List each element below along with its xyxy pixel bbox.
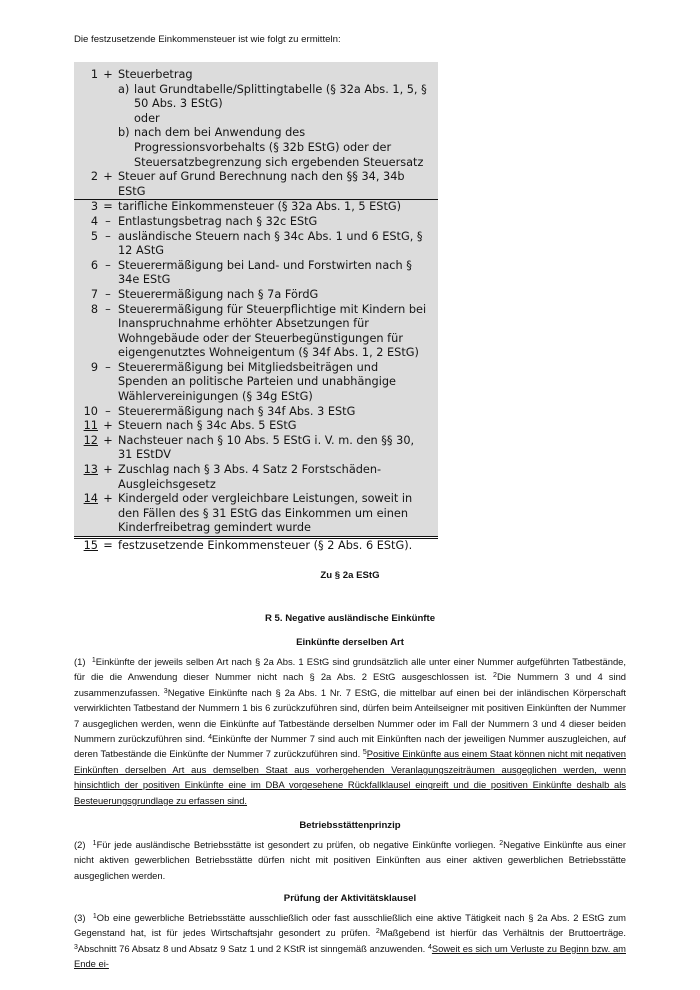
row-operator: – — [105, 229, 111, 243]
sub-item — [118, 112, 430, 127]
row-number: 3 — [90, 200, 98, 214]
row-operator: + — [103, 170, 113, 184]
table-row — [74, 361, 438, 405]
paragraph-marker: (1) — [74, 656, 86, 667]
row-number: 11 — [83, 419, 98, 433]
sentence: Negative Einkünfte nach § 2a Abs. 1 Nr. 7 EStG, die mittelbar auf einen bei der inländischen Körperschaft verwirklichten Tatbestand der Nummern 1 bis 6 zurückzuführen sind, dürfen beim Anteilseigner mit positiven Einkünften der Nummer 7 ausgeglichen werden, wenn die Einkünfte auf Tatbestände derselben Nummer oder im Fall der Nummern 3 und 4 dieser beiden Nummern zurückzuführen sind. — [74, 686, 626, 745]
row-text: Steuerermäßigung für Steuerpflichtige mit Kindern bei Inanspruchnahme erhöhter Absetzungen für Wohngebäude oder der Steuerbegünstigungen für eigengenutztes Wohneigentum (§ 34f Abs. 1, 2 EStG) — [118, 302, 427, 360]
sentence: Maßgebend ist hierfür das Verhältnis der Bruttoerträge. — [379, 927, 626, 939]
row-text: Steuern nach § 34c Abs. 5 EStG — [118, 419, 297, 433]
heading-same-type: Einkünfte derselben Art — [296, 637, 404, 648]
sentence: Einkünfte der Nummer 7 sind auch mit Einkünften nach der jeweiligen Nummer auszugleichen, auf deren Tatbestände die Einkünfte der Nummer 7 zurückzuführen sind. — [74, 733, 627, 760]
row-operator: + — [103, 419, 113, 433]
rule-title: R 5. Negative ausländische Einkünfte — [264, 613, 436, 624]
row-text: tarifliche Einkommensteuer (§ 32a Abs. 1, 5 EStG) — [118, 200, 402, 214]
table-row — [74, 200, 438, 215]
table-row — [74, 230, 438, 259]
row-operator: + — [103, 68, 113, 81]
row-operator: – — [105, 214, 111, 228]
paragraph-3 — [74, 910, 626, 972]
sentence-underlined: Positive Einkünfte aus einem Staat können nicht mit negativen Einkünften derselben Art aus demselben Staat aus vorhergehenden Veranlagungszeiträumen ausgeglichen werden, wenn hinsichtlich der positiven Einkünfte eine im DBA vorgesehene Rückfallklausel eingreift und die positiven Einkünfte deshalb als Besteuerungsgrundlage zu erfassen sind. — [74, 748, 626, 806]
row-text: Zuschlag nach § 3 Abs. 4 Satz 2 Forstschäden-Ausgleichsgesetz — [118, 463, 382, 491]
paragraph-2 — [74, 837, 626, 883]
paragraph-marker: (2) — [74, 839, 86, 850]
paragraph-marker: (3) — [74, 912, 86, 923]
section-title: Zu § 2a EStG — [320, 570, 380, 581]
row-text: Steuerermäßigung bei Mitgliedsbeiträgen und Spenden an politische Parteien und unabhängige Wählervereinigungen (§ 34g EStG) — [118, 360, 396, 404]
sentence-number: 4 — [428, 943, 432, 951]
row-text: Steuerermäßigung nach § 34f Abs. 3 EStG — [118, 404, 356, 418]
row-text: Entlastungsbetrag nach § 32c EStG — [118, 214, 318, 228]
table-row — [74, 170, 438, 200]
sentence-number: 3 — [163, 687, 168, 695]
sentence-number: 1 — [92, 913, 97, 920]
row-text: Nachsteuer nach § 10 Abs. 5 EStG i. V. m. den §§ 30, 31 EStDV — [118, 433, 415, 462]
row-number: 7 — [90, 287, 98, 301]
sentence-underlined: Soweit es sich um Verluste zu Beginn bzw. am Ende ei- — [74, 942, 626, 970]
row-operator: = — [103, 200, 113, 214]
table-row — [74, 288, 438, 303]
sentence-number: 2 — [493, 672, 497, 680]
table-row — [74, 463, 438, 492]
sentence: Negative Einkünfte aus einer nicht aktiven gewerblichen Betriebsstätte dürfen nicht mit positiven Einkünften aus einer aktiven gewerblichen Betriebsstätte ausgeglichen werden. — [74, 839, 626, 881]
row-operator: – — [105, 360, 111, 374]
row-number: 15 — [83, 539, 98, 552]
row-text: ausländische Steuern nach § 34c Abs. 1 und 6 EStG, § 12 AStG — [118, 229, 423, 258]
sentence: Abschnitt 76 Absatz 8 und Absatz 9 Satz 1 und 2 KStR ist sinngemäß anzuwenden. — [77, 942, 426, 954]
sub-item — [118, 83, 430, 112]
table-row — [74, 419, 438, 434]
heading-activity-clause: Prüfung der Aktivitätsklausel — [283, 893, 417, 904]
row-text: festzusetzende Einkommensteuer (§ 2 Abs. 6 EStG). — [118, 539, 413, 552]
sub-label: a) — [118, 82, 130, 96]
table-row — [74, 492, 438, 539]
sub-label: b) — [118, 126, 130, 140]
sentence-number: 2 — [499, 840, 504, 847]
row-number: 2 — [90, 170, 98, 184]
sentence-number: 2 — [375, 928, 380, 936]
row-operator: + — [103, 492, 113, 506]
row-operator: – — [105, 302, 111, 316]
row-text: Steuerermäßigung nach § 7a FördG — [118, 287, 319, 301]
table-row — [74, 434, 438, 463]
intro-text: Die festzusetzende Einkommensteuer ist wie folgt zu ermitteln: — [74, 34, 341, 45]
row-number: 1 — [90, 68, 98, 81]
table-row — [74, 405, 438, 420]
calculation-table-image — [74, 62, 438, 552]
row-number: 13 — [83, 463, 98, 477]
row-operator: – — [105, 404, 111, 418]
row-number: 9 — [90, 360, 98, 374]
sub-text: laut Grundtabelle/Splittingtabelle (§ 32a Abs. 1, 5, § 50 Abs. 3 EStG) — [134, 82, 427, 111]
row-number: 4 — [90, 214, 98, 228]
row-operator: – — [105, 287, 111, 301]
row-number: 6 — [90, 258, 98, 272]
sub-item — [118, 126, 430, 170]
row-number: 5 — [90, 229, 98, 243]
row-operator: = — [103, 539, 113, 552]
sentence: Ob eine gewerbliche Betriebsstätte ausschließlich oder fast ausschließlich eine aktive Tätigkeit nach § 2a Abs. 2 EStG zum Gegenstand hat, ist für jedes Wirtschaftsjahr gesondert zu prüfen. — [74, 912, 626, 939]
row-operator: – — [105, 258, 111, 272]
table-row — [74, 68, 438, 170]
table-row — [74, 215, 438, 230]
row-text: Steuerbetrag — [118, 68, 193, 81]
sentence-number: 1 — [91, 657, 96, 664]
sentence-number: 1 — [92, 840, 97, 847]
sentence: Die Nummern 3 und 4 sind zusammenzufassen. — [74, 671, 627, 698]
row-number: 10 — [83, 404, 98, 418]
row-number: 14 — [83, 492, 98, 506]
table-row — [74, 539, 438, 554]
table-row — [74, 259, 438, 288]
paragraph-1 — [74, 654, 626, 808]
sub-label — [118, 112, 134, 127]
row-text: Steuerermäßigung bei Land- und Forstwirten nach § 34e EStG — [118, 258, 412, 287]
sub-text: nach dem bei Anwendung des Progressionsvorbehalts (§ 32b EStG) oder der Steuersatzbegrenzung sich ergebenden Steuersatz — [134, 126, 424, 169]
heading-permanent-establishment: Betriebsstättenprinzip — [299, 820, 401, 831]
row-number: 12 — [83, 433, 98, 447]
table-row — [74, 303, 438, 361]
sentence-number: 3 — [74, 943, 78, 951]
row-operator: + — [103, 463, 113, 477]
row-number: 8 — [90, 302, 98, 316]
row-text: Kindergeld oder vergleichbare Leistungen, soweit in den Fällen des § 31 EStG das Einkommen um einen Kinderfreibetrag gemindert wurde — [118, 492, 413, 535]
sub-text: oder — [134, 111, 160, 125]
sentence-number: 5 — [362, 749, 367, 757]
row-operator: + — [103, 433, 113, 447]
sentence: Einkünfte der jeweils selben Art nach § 2a Abs. 1 EStG sind grundsätzlich alle unter einer Nummer aufgeführten Tatbestände, für die die Anwendung dieser Nummer nicht nach § 2a Abs. 2 EStG ausgeschlossen ist. — [74, 656, 626, 683]
sentence: Für jede ausländische Betriebsstätte ist gesondert zu prüfen, ob negative Einkünfte vorliegen. — [96, 839, 496, 850]
sentence-number: 4 — [208, 734, 213, 742]
row-text: Steuer auf Grund Berechnung nach den §§ 34, 34b EStG — [118, 170, 405, 198]
